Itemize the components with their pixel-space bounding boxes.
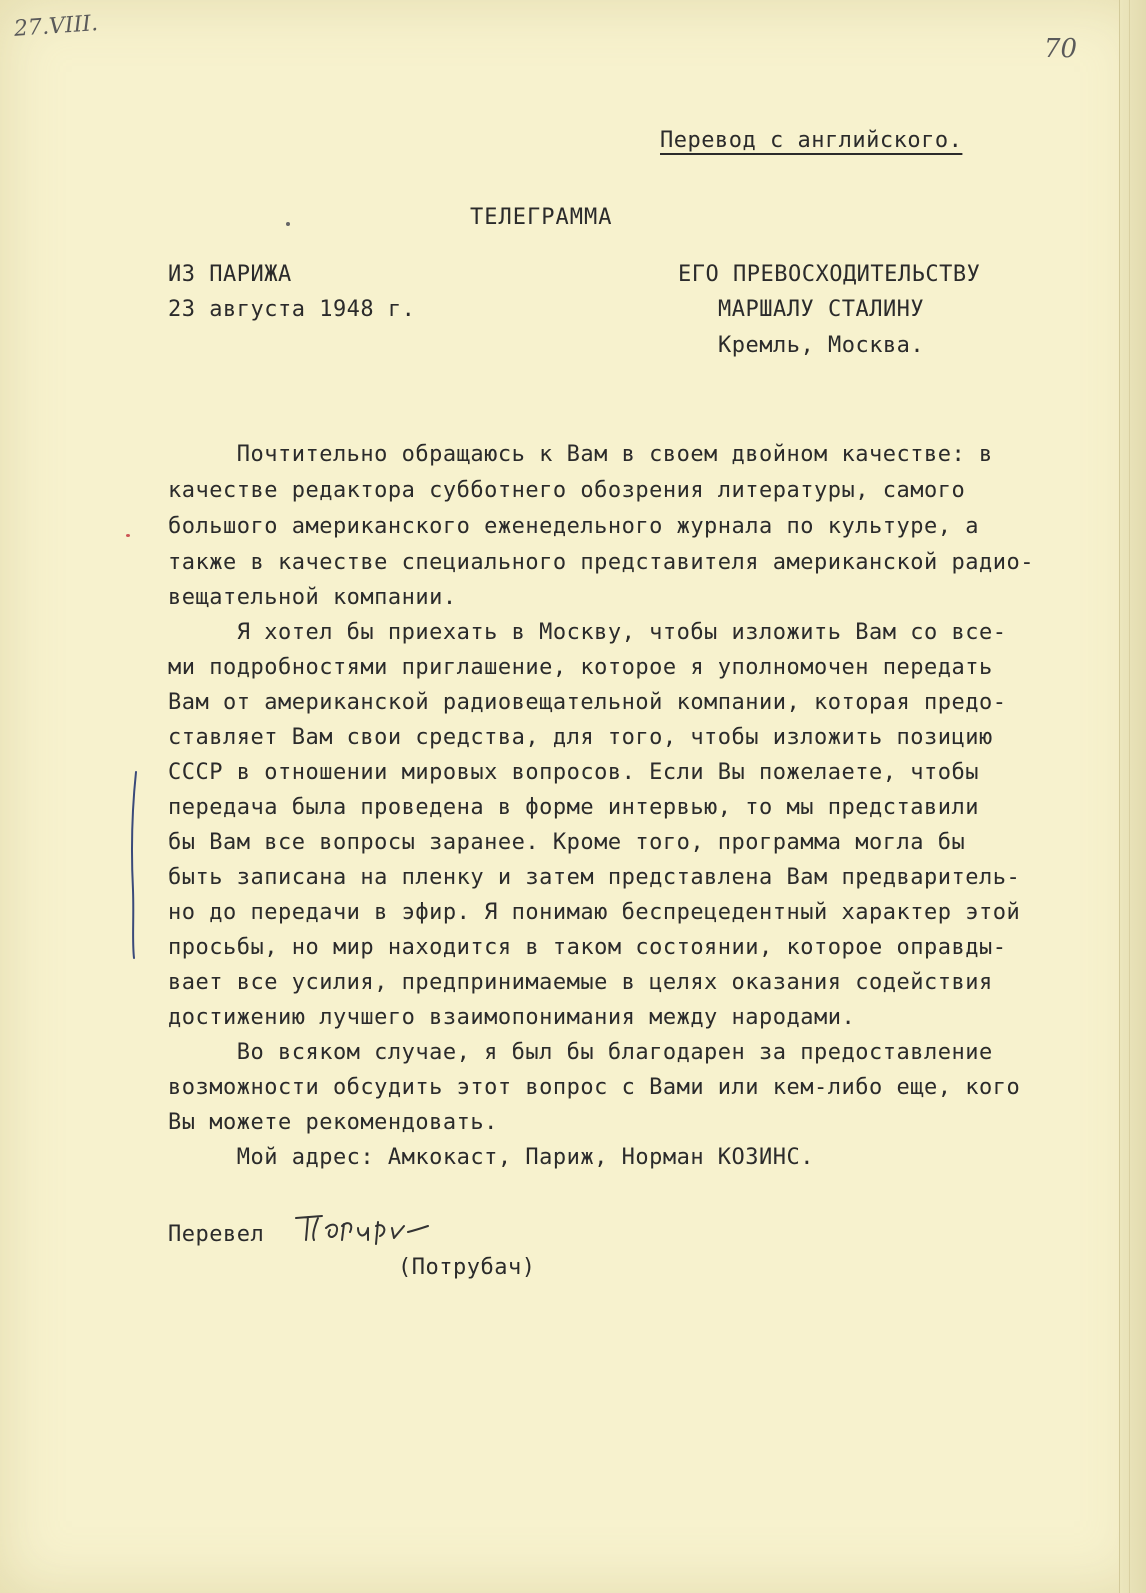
recipient-name: МАРШАЛУ СТАЛИНУ: [718, 297, 925, 322]
translated-by-label: Перевел: [168, 1222, 265, 1247]
body-line: ставляет Вам свои средства, для того, чтобы изложить позицию: [168, 725, 993, 750]
body-line: бы Вам все вопросы заранее. Кроме того, программа могла бы: [168, 830, 966, 855]
recipient-address: Кремль, Москва.: [718, 333, 925, 358]
origin-city: ИЗ ПАРИЖА: [168, 262, 292, 287]
body-line: качестве редактора субботнего обозрения литературы, самого: [168, 478, 966, 503]
ink-speck: [286, 222, 290, 226]
body-line: возможности обсудить этот вопрос с Вами или кем-либо еще, кого: [168, 1075, 1021, 1100]
body-line: достижению лучшего взаимопонимания между народами.: [168, 1005, 856, 1030]
body-line: передача была проведена в форме интервью, то мы представили: [168, 795, 979, 820]
body-line: но до передачи в эфир. Я понимаю беспрецедентный характер этой: [168, 900, 1021, 925]
body-line: просьбы, но мир находится в таком состоянии, которое оправды-: [168, 935, 1007, 960]
handwritten-date-mark: 27.VIII.: [13, 11, 99, 42]
body-line: Почтительно обращаюсь к Вам в своем двойном качестве: в: [168, 442, 993, 467]
translator-name: (Потрубач): [398, 1255, 536, 1280]
body-line: Вы можете рекомендовать.: [168, 1110, 498, 1135]
body-line: Во всяком случае, я был бы благодарен за предоставление: [168, 1040, 993, 1065]
body-line: вает все усилия, предпринимаемые в целях оказания содействия: [168, 970, 993, 995]
body-line: Я хотел бы приехать в Москву, чтобы изложить Вам со все-: [168, 620, 1007, 645]
recipient-title: ЕГО ПРЕВОСХОДИТЕЛЬСТВУ: [678, 262, 981, 287]
paper-edge: [1119, 0, 1146, 1593]
body-line: Вам от американской радиовещательной компании, которая предо-: [168, 690, 1007, 715]
translation-note: Перевод с английского.: [660, 128, 963, 153]
ink-speck: [126, 534, 130, 537]
body-line: большого американского еженедельного журнала по культуре, а: [168, 514, 979, 539]
margin-pen-mark: [126, 770, 142, 960]
body-line: ми подробностями приглашение, которое я уполномочен передать: [168, 655, 993, 680]
body-line: быть записана на пленку и затем представлена Вам предваритель-: [168, 865, 1021, 890]
body-line: СССР в отношении мировых вопросов. Если Вы пожелаете, чтобы: [168, 760, 979, 785]
handwritten-page-number: 70: [1044, 34, 1078, 64]
body-line: также в качестве специального представителя американской радио-: [168, 550, 1034, 575]
document-title: ТЕЛЕГРАММА: [470, 205, 613, 230]
body-line: вещательной компании.: [168, 585, 457, 610]
translator-signature: [292, 1210, 432, 1250]
body-line: Мой адрес: Амкокаст, Париж, Норман КОЗИНС.: [168, 1145, 815, 1170]
origin-date: 23 августа 1948 г.: [168, 297, 416, 322]
